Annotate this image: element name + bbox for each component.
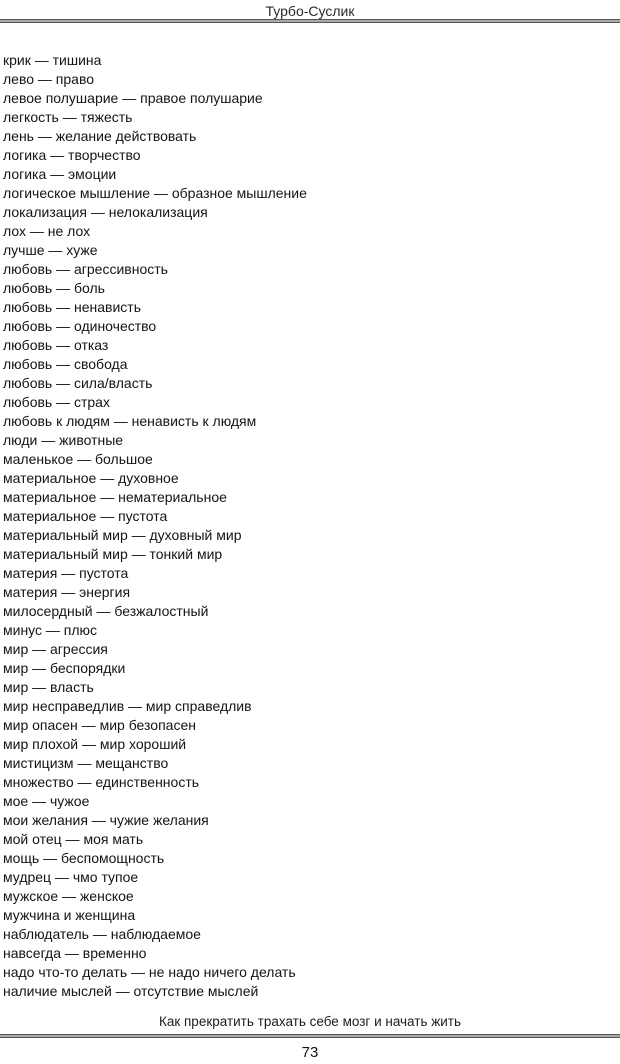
list-item: лево — право: [3, 71, 95, 87]
list-item: мир — агрессия: [3, 641, 108, 657]
list-item: логическое мышление — образное мышление: [3, 185, 307, 201]
list-item: любовь — страх: [3, 394, 110, 410]
header-divider: [0, 19, 620, 23]
list-item: мой отец — моя мать: [3, 831, 144, 847]
list-item: любовь — отказ: [3, 337, 109, 353]
list-item: надо что-то делать — не надо ничего делать: [3, 964, 296, 980]
list-item: мир несправедлив — мир справедлив: [3, 698, 252, 714]
list-item: люди — животные: [3, 432, 124, 448]
list-item: материя — пустота: [3, 565, 129, 581]
list-item: материальный мир — тонкий мир: [3, 546, 223, 562]
list-item: локализация — нелокализация: [3, 204, 208, 220]
list-item: материальный мир — духовный мир: [3, 527, 242, 543]
list-item: мир — власть: [3, 679, 94, 695]
list-item: крик — тишина: [3, 52, 102, 68]
list-item: множество — единственность: [3, 774, 200, 790]
list-item: мужское — женское: [3, 888, 134, 904]
list-item: материальное — пустота: [3, 508, 168, 524]
list-item: любовь — ненависть: [3, 299, 141, 315]
list-item: легкость — тяжесть: [3, 109, 133, 125]
list-item: логика — творчество: [3, 147, 141, 163]
list-item: любовь — одиночество: [3, 318, 157, 334]
page-number: 73: [301, 1044, 319, 1061]
list-item: мистицизм — мещанство: [3, 755, 169, 771]
list-item: милосердный — безжалостный: [3, 603, 209, 619]
list-item: наличие мыслей — отсутствие мыслей: [3, 983, 259, 999]
list-item: минус — плюс: [3, 622, 98, 638]
list-item: любовь к людям — ненависть к людям: [3, 413, 257, 429]
list-item: лень — желание действовать: [3, 128, 197, 144]
list-item: любовь — боль: [3, 280, 105, 296]
list-item: материальное — нематериальное: [3, 489, 227, 505]
list-item: материя — энергия: [3, 584, 131, 600]
list-item: логика — эмоции: [3, 166, 117, 182]
list-item: мое — чужое: [3, 793, 90, 809]
list-item: любовь — сила/власть: [3, 375, 153, 391]
list-item: наблюдатель — наблюдаемое: [3, 926, 201, 942]
list-item: любовь — агрессивность: [3, 261, 168, 277]
list-item: лох — не лох: [3, 223, 91, 239]
list-item: мир плохой — мир хороший: [3, 736, 187, 752]
running-footer-title: Как прекратить трахать себе мозг и начать жить: [158, 1014, 462, 1029]
list-item: мужчина и женщина: [3, 907, 136, 923]
running-header-title: Турбо-Суслик: [265, 3, 355, 19]
list-item: навсегда — временно: [3, 945, 147, 961]
list-item: материальное — духовное: [3, 470, 179, 486]
word-pairs-list: [3, 51, 617, 1001]
list-item: мир опасен — мир безопасен: [3, 717, 196, 733]
list-item: маленькое — большое: [3, 451, 153, 467]
list-item: мудрец — чмо тупое: [3, 869, 139, 885]
list-item: любовь — свобода: [3, 356, 128, 372]
footer-divider: [0, 1034, 620, 1038]
list-item: левое полушарие — правое полушарие: [3, 90, 263, 106]
list-item: мир — беспорядки: [3, 660, 126, 676]
list-item: мои желания — чужие желания: [3, 812, 209, 828]
list-item: мощь — беспомощность: [3, 850, 165, 866]
list-item: лучше — хуже: [3, 242, 98, 258]
